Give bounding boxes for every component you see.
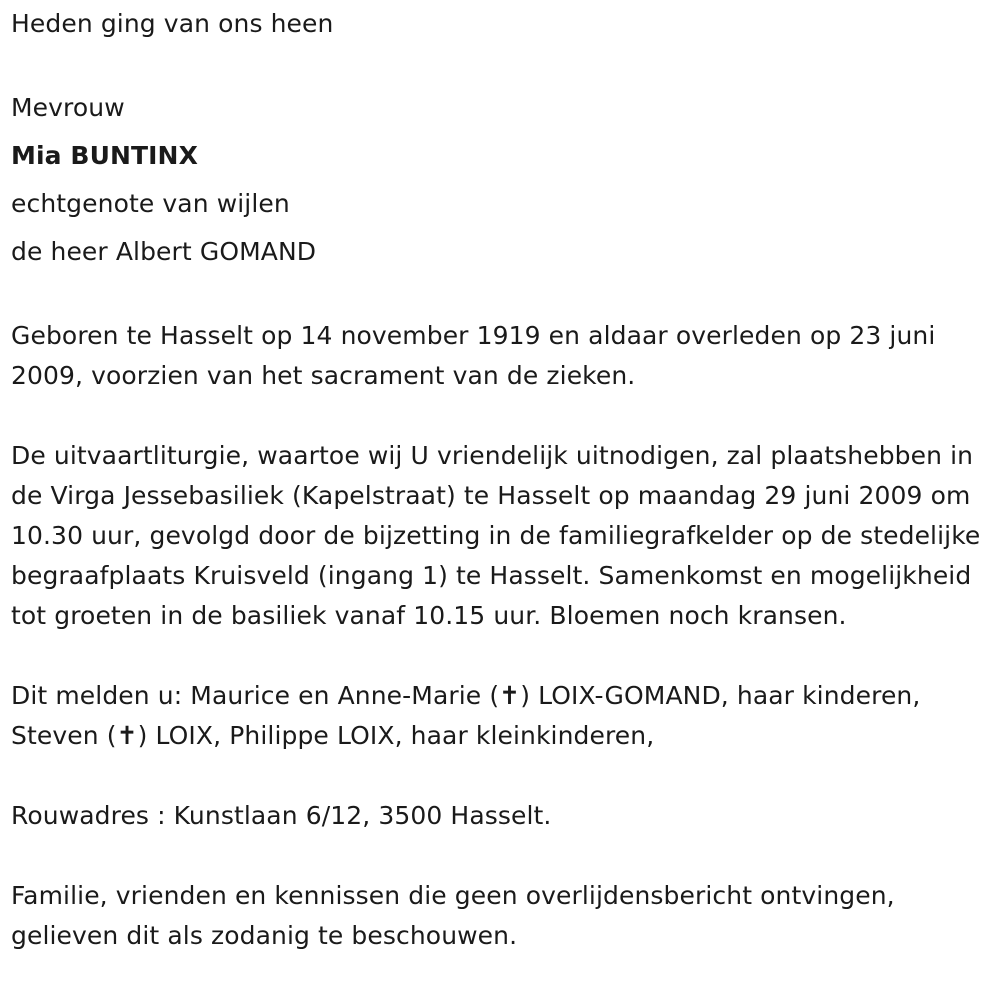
relation-text: echtgenote van wijlen [11, 189, 290, 218]
intro-text: Heden ging van ons heen [11, 9, 334, 38]
spacer [11, 836, 1000, 876]
spacer [11, 636, 1000, 676]
announcers-paragraph: Dit melden u: Maurice en Anne-Marie (✝) LOIX-GOMAND, haar kinderen, Steven (✝) LOIX, Philippe LOIX, haar kleinkinderen, [11, 681, 921, 750]
spouse-name: de heer Albert GOMAND [11, 237, 317, 266]
salutation: Mevrouw [11, 93, 125, 122]
spacer [11, 276, 1000, 316]
birth-death-paragraph: Geboren te Hasselt op 14 november 1919 en aldaar overleden op 23 juni 2009, voorzien van het sacrament van de zieken. [11, 321, 936, 390]
funeral-paragraph: De uitvaartliturgie, waartoe wij U vriendelijk uitnodigen, zal plaatshebben in de Virga Jessebasiliek (Kapelstraat) te Hasselt op maandag 29 juni 2009 om 10.30 uur, gevolgd door de bijzetting in de familiegrafkelder op de stedelijke begraafplaats Kruisveld (ingang 1) te Hasselt. Samenkomst en mogelijkheid tot groeten in de basiliek vanaf 10.15 uur. Bloemen noch kransen. [11, 441, 981, 630]
closing-paragraph: Familie, vrienden en kennissen die geen overlijdensbericht ontvingen, gelieven dit als zodanig te beschouwen. [11, 881, 895, 950]
spacer [11, 44, 1000, 84]
spacer [11, 396, 1000, 436]
deceased-name: Mia BUNTINX [11, 141, 198, 170]
mourning-address: Rouwadres : Kunstlaan 6/12, 3500 Hasselt. [11, 801, 552, 830]
spacer [11, 756, 1000, 796]
